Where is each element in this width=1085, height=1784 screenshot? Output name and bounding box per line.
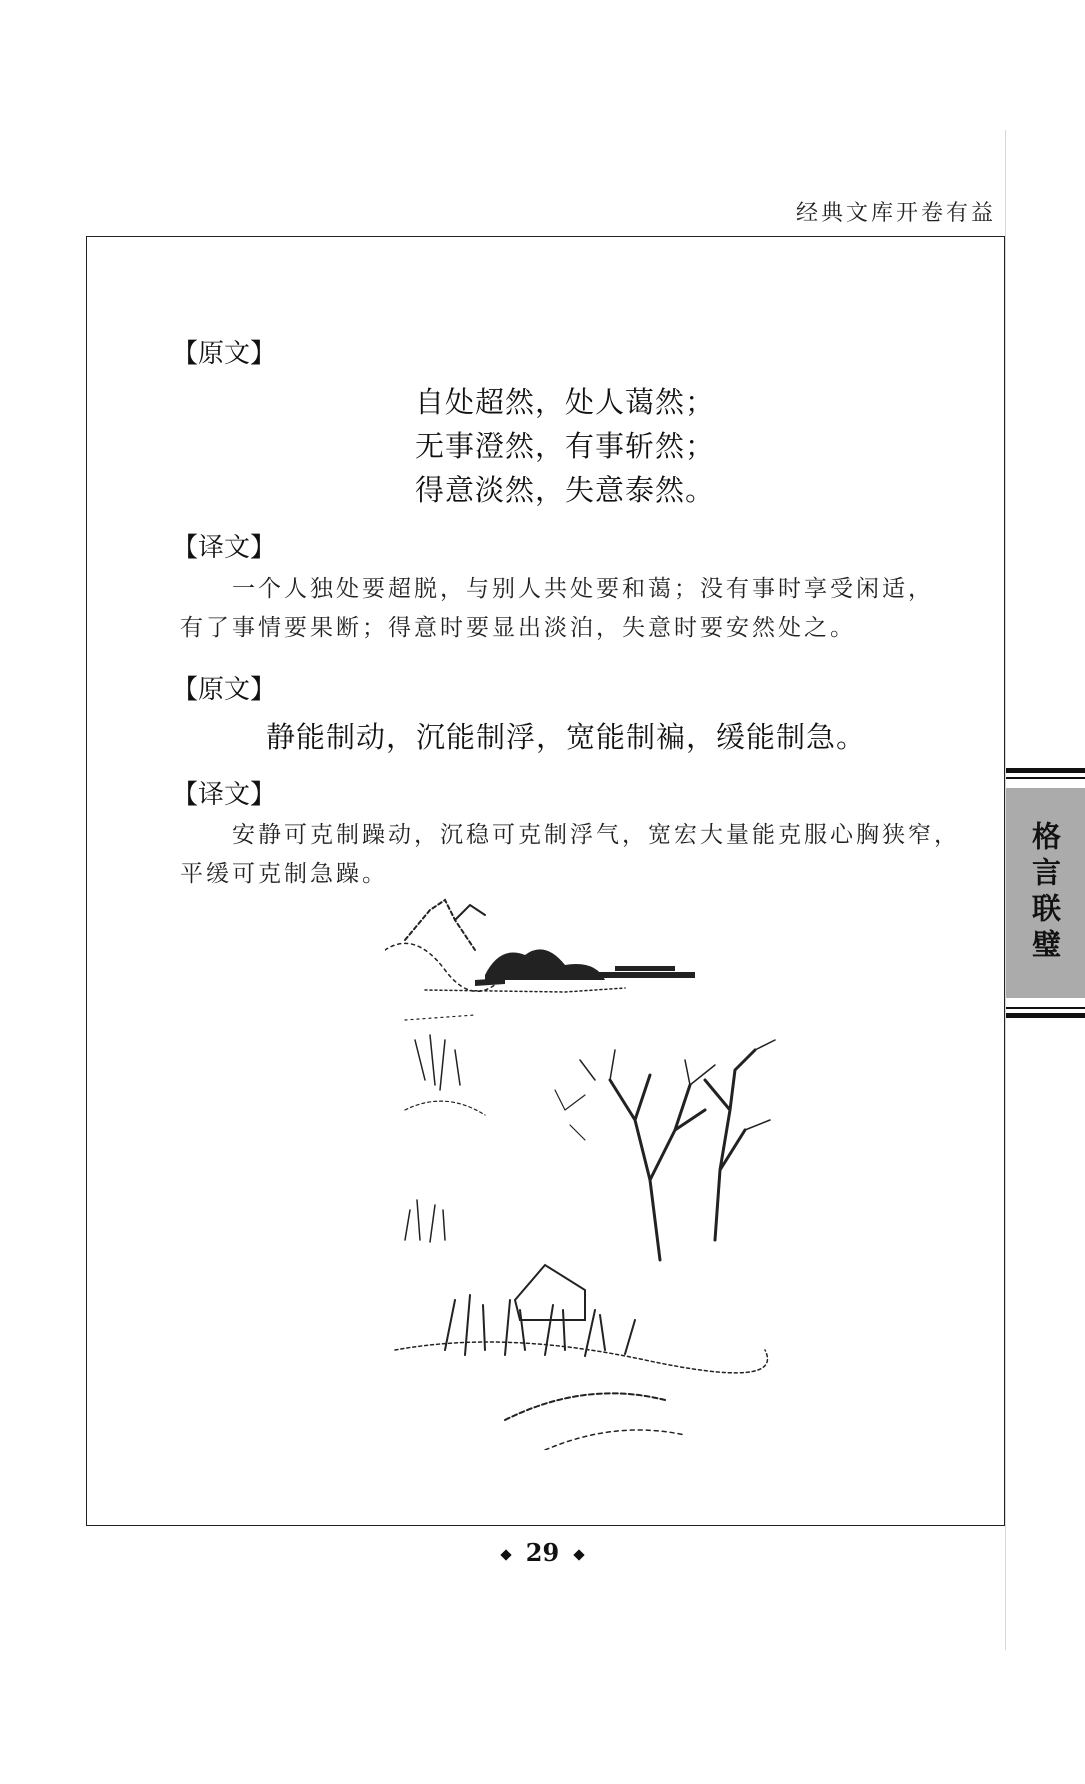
side-chapter-tab: [1006, 768, 1085, 1018]
diamond-icon: [500, 1549, 511, 1560]
poem-line-2: 无事澄然，有事斩然；: [415, 429, 716, 463]
section-label-translation-1: 【译文】: [172, 533, 277, 563]
tab-bottom-rule-thin: [1006, 1007, 1085, 1009]
tab-bottom-rule-thick: [1006, 1013, 1085, 1018]
maxim-line: 静能制动，沉能制浮，宽能制褊，缓能制急。: [266, 720, 867, 754]
section-label-translation-2: 【译文】: [172, 780, 277, 810]
tab-body: [1006, 788, 1085, 998]
running-header: 经典文库开卷有益: [795, 201, 996, 226]
page-number: 29: [525, 1538, 560, 1567]
poem-line-3: 得意淡然，失意泰然。: [415, 473, 716, 507]
poem-line-1: 自处超然，处人蔼然；: [415, 385, 716, 419]
translation-1-line-2: 有了事情要果断；得意时要显出淡泊，失意时要安然处之。: [180, 615, 856, 641]
tab-top-rule-thick: [1006, 768, 1085, 773]
section-label-original-1: 【原文】: [172, 339, 277, 369]
landscape-illustration: [385, 880, 815, 1450]
translation-1-line-1: 一个人独处要超脱，与别人共处要和蔼；没有事时享受闲适，: [232, 576, 934, 602]
section-label-original-2: 【原文】: [172, 675, 277, 705]
tab-top-rule-thin: [1006, 777, 1085, 779]
translation-2-line-1: 安静可克制躁动，沉稳可克制浮气，宽宏大量能克服心胸狭窄，: [232, 822, 960, 848]
diamond-icon: [574, 1549, 585, 1560]
page-number-footer: [0, 1538, 1085, 1567]
chapter-title: 格言联璧: [1028, 821, 1062, 965]
translation-2-line-2: 平缓可克制急躁。: [180, 861, 388, 887]
